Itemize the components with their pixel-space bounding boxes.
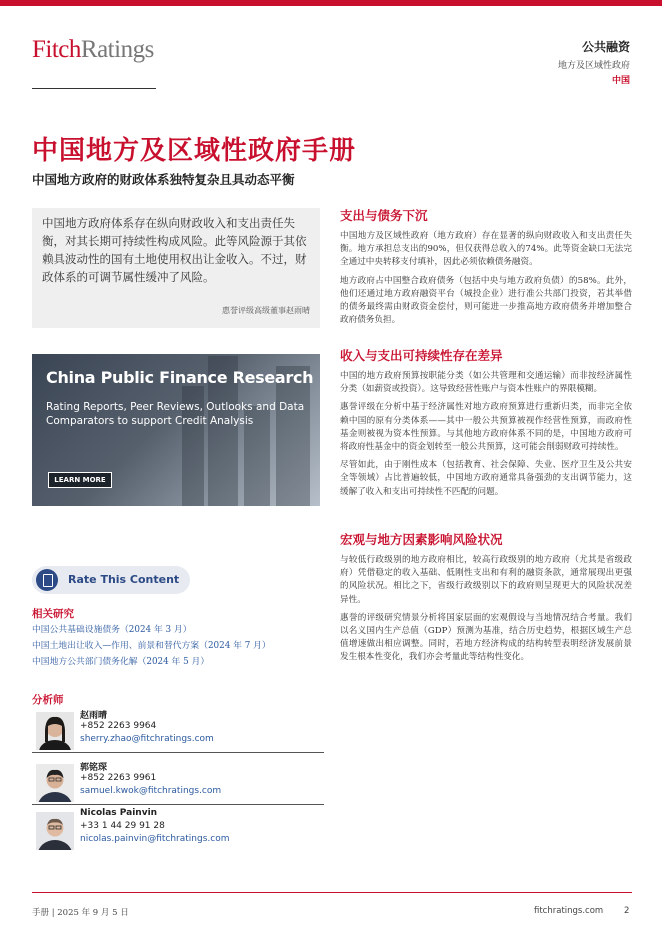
banner-title: China Public Finance Research (46, 368, 314, 387)
section-paragraph: 中国的地方政府预算按职能分类（如公共管理和交通运输）而非按经济属性分类（如薪资或投资）。这导致经营性账户与资本性账户的界限模糊。 (340, 371, 632, 395)
analyst-phone: +852 2263 9961 (80, 773, 157, 783)
banner-building (276, 366, 310, 506)
banner-subtitle: Rating Reports, Peer Reviews, Outlooks and Data Comparators to support Credit Analysis (46, 401, 305, 427)
footer-date: 手册 | 2025 年 9 月 5 日 (32, 908, 129, 918)
rate-content-label: Rate This Content (68, 573, 180, 586)
analyst-divider (32, 804, 324, 805)
related-link[interactable]: 中国公共基础设施债务（2024 年 3 月） (32, 625, 192, 635)
section-title: 公共融资 (581, 40, 630, 54)
page-number: 2 (624, 906, 630, 916)
section-label (558, 38, 630, 86)
section-block (340, 206, 632, 327)
analyst-card (32, 760, 324, 806)
analyst-divider (32, 752, 324, 753)
analyst-name: Nicolas Painvin (80, 808, 158, 818)
analyst-card (32, 708, 324, 754)
quote-attribution: 惠誉评级高级董事赵雨晴 (222, 306, 310, 315)
footer-site-link[interactable]: fitchratings.com (534, 906, 604, 916)
section-paragraph: 中国地方及区域性政府（地方政府）存在显著的纵向财政收入和支出责任失衡。地方承担总支出的90%，但仅获得总收入的74%。此等资金缺口无法完全通过中央转移支付填补，因此必须依赖债务融资。 (340, 231, 632, 268)
rate-content-button[interactable] (32, 566, 190, 594)
related-link[interactable]: 中国地方公共部门债务化解（2024 年 5 月） (32, 657, 210, 667)
analyst-phone: +33 1 44 29 91 28 (80, 821, 165, 831)
analyst-avatar (36, 712, 74, 750)
analyst-email[interactable]: sherry.zhao@fitchratings.com (80, 734, 214, 744)
analyst-email[interactable]: samuel.kwok@fitchratings.com (80, 786, 222, 796)
analyst-phone: +852 2263 9964 (80, 721, 157, 731)
logo-divider (32, 88, 156, 89)
pull-quote (32, 208, 320, 328)
clipboard-icon (36, 569, 58, 591)
analyst-avatar (36, 764, 74, 802)
section-paragraph: 惠誉评级在分析中基于经济属性对地方政府预算进行重新归类，而非完全依赖中国的原有分类体系——其中一般公共预算被视作经营性预算，而政府性基金则被视为资本性预算。与其他地方政府体系不同的是，中国地方政府可将政府性基金中的资金划转至一般公共预算，这可能会削弱财政可持续性。 (340, 402, 632, 453)
learn-more-button[interactable]: LEARN MORE (48, 472, 112, 488)
footer-divider (32, 892, 632, 893)
top-accent-bar (0, 0, 662, 6)
related-research-list (32, 622, 271, 670)
section-paragraph: 与较低行政级别的地方政府相比，较高行政级别的地方政府（尤其是省级政府）凭借稳定的收入基础、低刚性支出和有利的融资条款，通常展现出更强的风险状况。相比之下，省级行政级别以下的政府则呈现更大的风险状况差异性。 (340, 555, 632, 605)
section-heading: 支出与债务下沉 (340, 208, 428, 223)
section-subtitle: 地方及区域性政府 (557, 61, 630, 71)
analyst-email[interactable]: nicolas.painvin@fitchratings.com (80, 834, 230, 844)
fitch-ratings-logo[interactable] (32, 36, 154, 64)
analyst-name: 郭铭琛 (80, 763, 108, 773)
analyst-name: 赵雨晴 (80, 711, 108, 721)
analyst-card (32, 808, 324, 854)
logo-fitch-text: Fitch (32, 36, 81, 63)
section-region: 中国 (611, 76, 630, 86)
section-heading: 宏观与地方因素影响风险状况 (340, 532, 503, 547)
quote-text: 中国地方政府体系存在纵向财政收入和支出责任失衡，对其长期可持续性构成风险。此等风险源于其依赖具波动性的国有土地使用权出让金收入。不过，财政体系的可调节属性缓冲了风险。 (42, 216, 307, 284)
section-paragraph: 尽管如此，由于刚性成本（包括教育、社会保障、失业、医疗卫生及公共安全等领域）占比普遍较低，中国地方政府通常具备强劲的支出调节能力，这缓解了收入和支出可持续性不匹配的问题。 (340, 460, 632, 497)
section-paragraph: 惠誉的评级研究情景分析将国家层面的宏观假设与当地情况结合考量。我们以名义国内生产总值（GDP）预测为基准，结合历史趋势，根据区域生产总值增速做出相应调整。同时，若地方经济构成的结构转型表明经济发展前景发生根本性变化，我们亦会考量此等结构性变化。 (340, 612, 632, 663)
section-block (340, 530, 632, 665)
logo-ratings-text: Ratings (80, 36, 154, 63)
analysts-heading: 分析师 (32, 694, 64, 706)
promo-banner[interactable] (32, 354, 320, 506)
related-research-heading: 相关研究 (32, 608, 74, 620)
section-block (340, 346, 632, 499)
analyst-avatar (36, 812, 74, 850)
section-heading: 收入与支出可持续性存在差异 (340, 348, 503, 363)
related-link[interactable]: 中国土地出让收入—作用、前景和替代方案（2024 年 7 月） (32, 641, 271, 651)
section-paragraph: 地方政府占中国整合政府债务（包括中央与地方政府负债）的58%。此外，他们还通过地方政府融资平台（城投企业）进行准公共部门投资，若其举借的债务最终需由财政资金偿付，则可能进一步推高地方政府债务并增加整合政府债务负担。 (340, 275, 632, 326)
page-subtitle: 中国地方政府的财政体系独特复杂且具动态平衡 (32, 172, 295, 187)
page-title: 中国地方及区域性政府手册 (32, 136, 357, 166)
